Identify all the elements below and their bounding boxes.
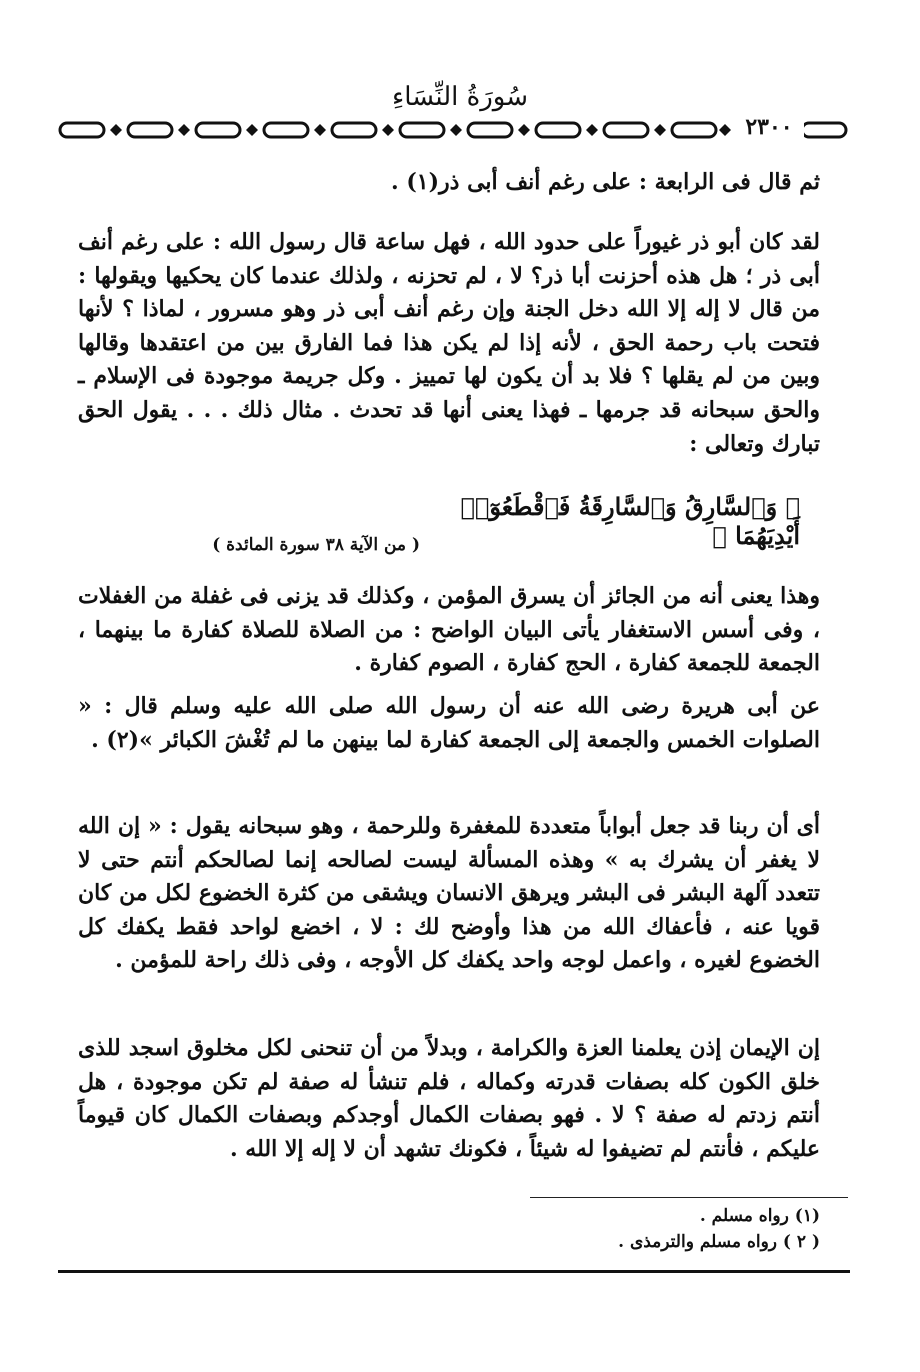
footnote-2: ( ٢ ) رواه مسلم والترمذى . [618,1232,820,1252]
quran-verse: ﴿ وَٱلسَّارِقُ وَٱلسَّارِقَةُ فَٱقْطَعُوٓا۟ أَيْدِيَهُمَا ﴾ [460,492,800,550]
paragraph-2: لقد كان أبو ذر غيوراً على حدود الله ، فهل ساعة قال رسول الله : على رغم أنف أبى ذر ؛ هل هذه أحزنت أبا ذر؟ لا ، لم تحزنه ، ولذلك عندما كان يحكيها ويقولها : من قال لا إله إلا الله دخل الجنة وإن رغم أنف أبى ذر وهو مسرور ، لماذا ؟ لأنها فتحت باب رحمة الحق ، لأنه إذا لم يكن هذا فما الفارق بين من اعتقدها وقالها وبين من لم يقلها ؟ فلا بد أن يكون لها تمييز . وكل جريمة موجودة فى الإسلام ـ والحق سبحانه قد جرمها ـ فهذا يعنى أنها قد تحدث . مثال ذلك . . . يقول الحق تبارك وتعالى : [78,229,820,457]
bottom-rule [58,1270,850,1273]
footnote-divider [530,1197,848,1198]
page-number: ٢٣٠٠ [734,114,804,140]
surah-title: سُورَةُ النِّسَاءِ [392,82,528,112]
footnote-1: (١) رواه مسلم . [699,1206,820,1226]
paragraph-1: ثم قال فى الرابعة : على رغم أنف أبى ذر(١) . [391,169,820,195]
paragraph-5: أى أن ربنا قد جعل أبواباً متعددة للمغفرة وللرحمة ، وهو سبحانه يقول : « إن الله لا يغفر أن يشرك به » وهذه المسألة ليست لصالحه إنما لصالحكم أنتم حتى لا تتعدد آلهة البشر فى البشر ويرهق الانسان ويشقى من كثرة الخضوع لكل من كان قويا عنه ، فأعفاك الله من هذا وأوضح لك : لا ، اخضع لواحد فقط يكفك كل الخضوع لغيره ، واعمل لوجه واحد يكفك كل الأوجه ، وفى ذلك راحة للمؤمن . [78,813,820,974]
paragraph-4-hadith: عن أبى هريرة رضى الله عنه أن رسول الله صلى الله عليه وسلم قال : « الصلوات الخمس والجمعة إلى الجمعة كفارة لما بينهن ما لم تُغْشَ الكبائر »(٢) . [78,693,820,753]
verse-reference: ( من الآية ٣٨ سورة المائدة ) [212,535,420,555]
header-ornament-border [58,116,848,144]
paragraph-3: وهذا يعنى أنه من الجائز أن يسرق المؤمن ، وكذلك قد يزنى فى غفلة من الغفلات ، وفى أسس الاستغفار يأتى البيان الواضح : من الصلاة للصلاة كفارة ما بينهما ، الجمعة للجمعة كفارة ، الحج كفارة ، الصوم كفارة . [78,583,820,677]
paragraph-6: إن الإيمان إذن يعلمنا العزة والكرامة ، وبدلاً من أن تنحنى لكل مخلوق اسجد للذى خلق الكون كله بصفات قدرته وكماله ، فلم تنشأ له صفة لم تكن موجودة ، هل أنتم زدتم له صفة ؟ لا . فهو بصفات الكمال أوجدكم وبصفات الكمال كان قيوماً عليكم ، فأنتم لم تضيفوا له شيئاً ، فكونك تشهد أن لا إله إلا الله . [78,1035,820,1162]
